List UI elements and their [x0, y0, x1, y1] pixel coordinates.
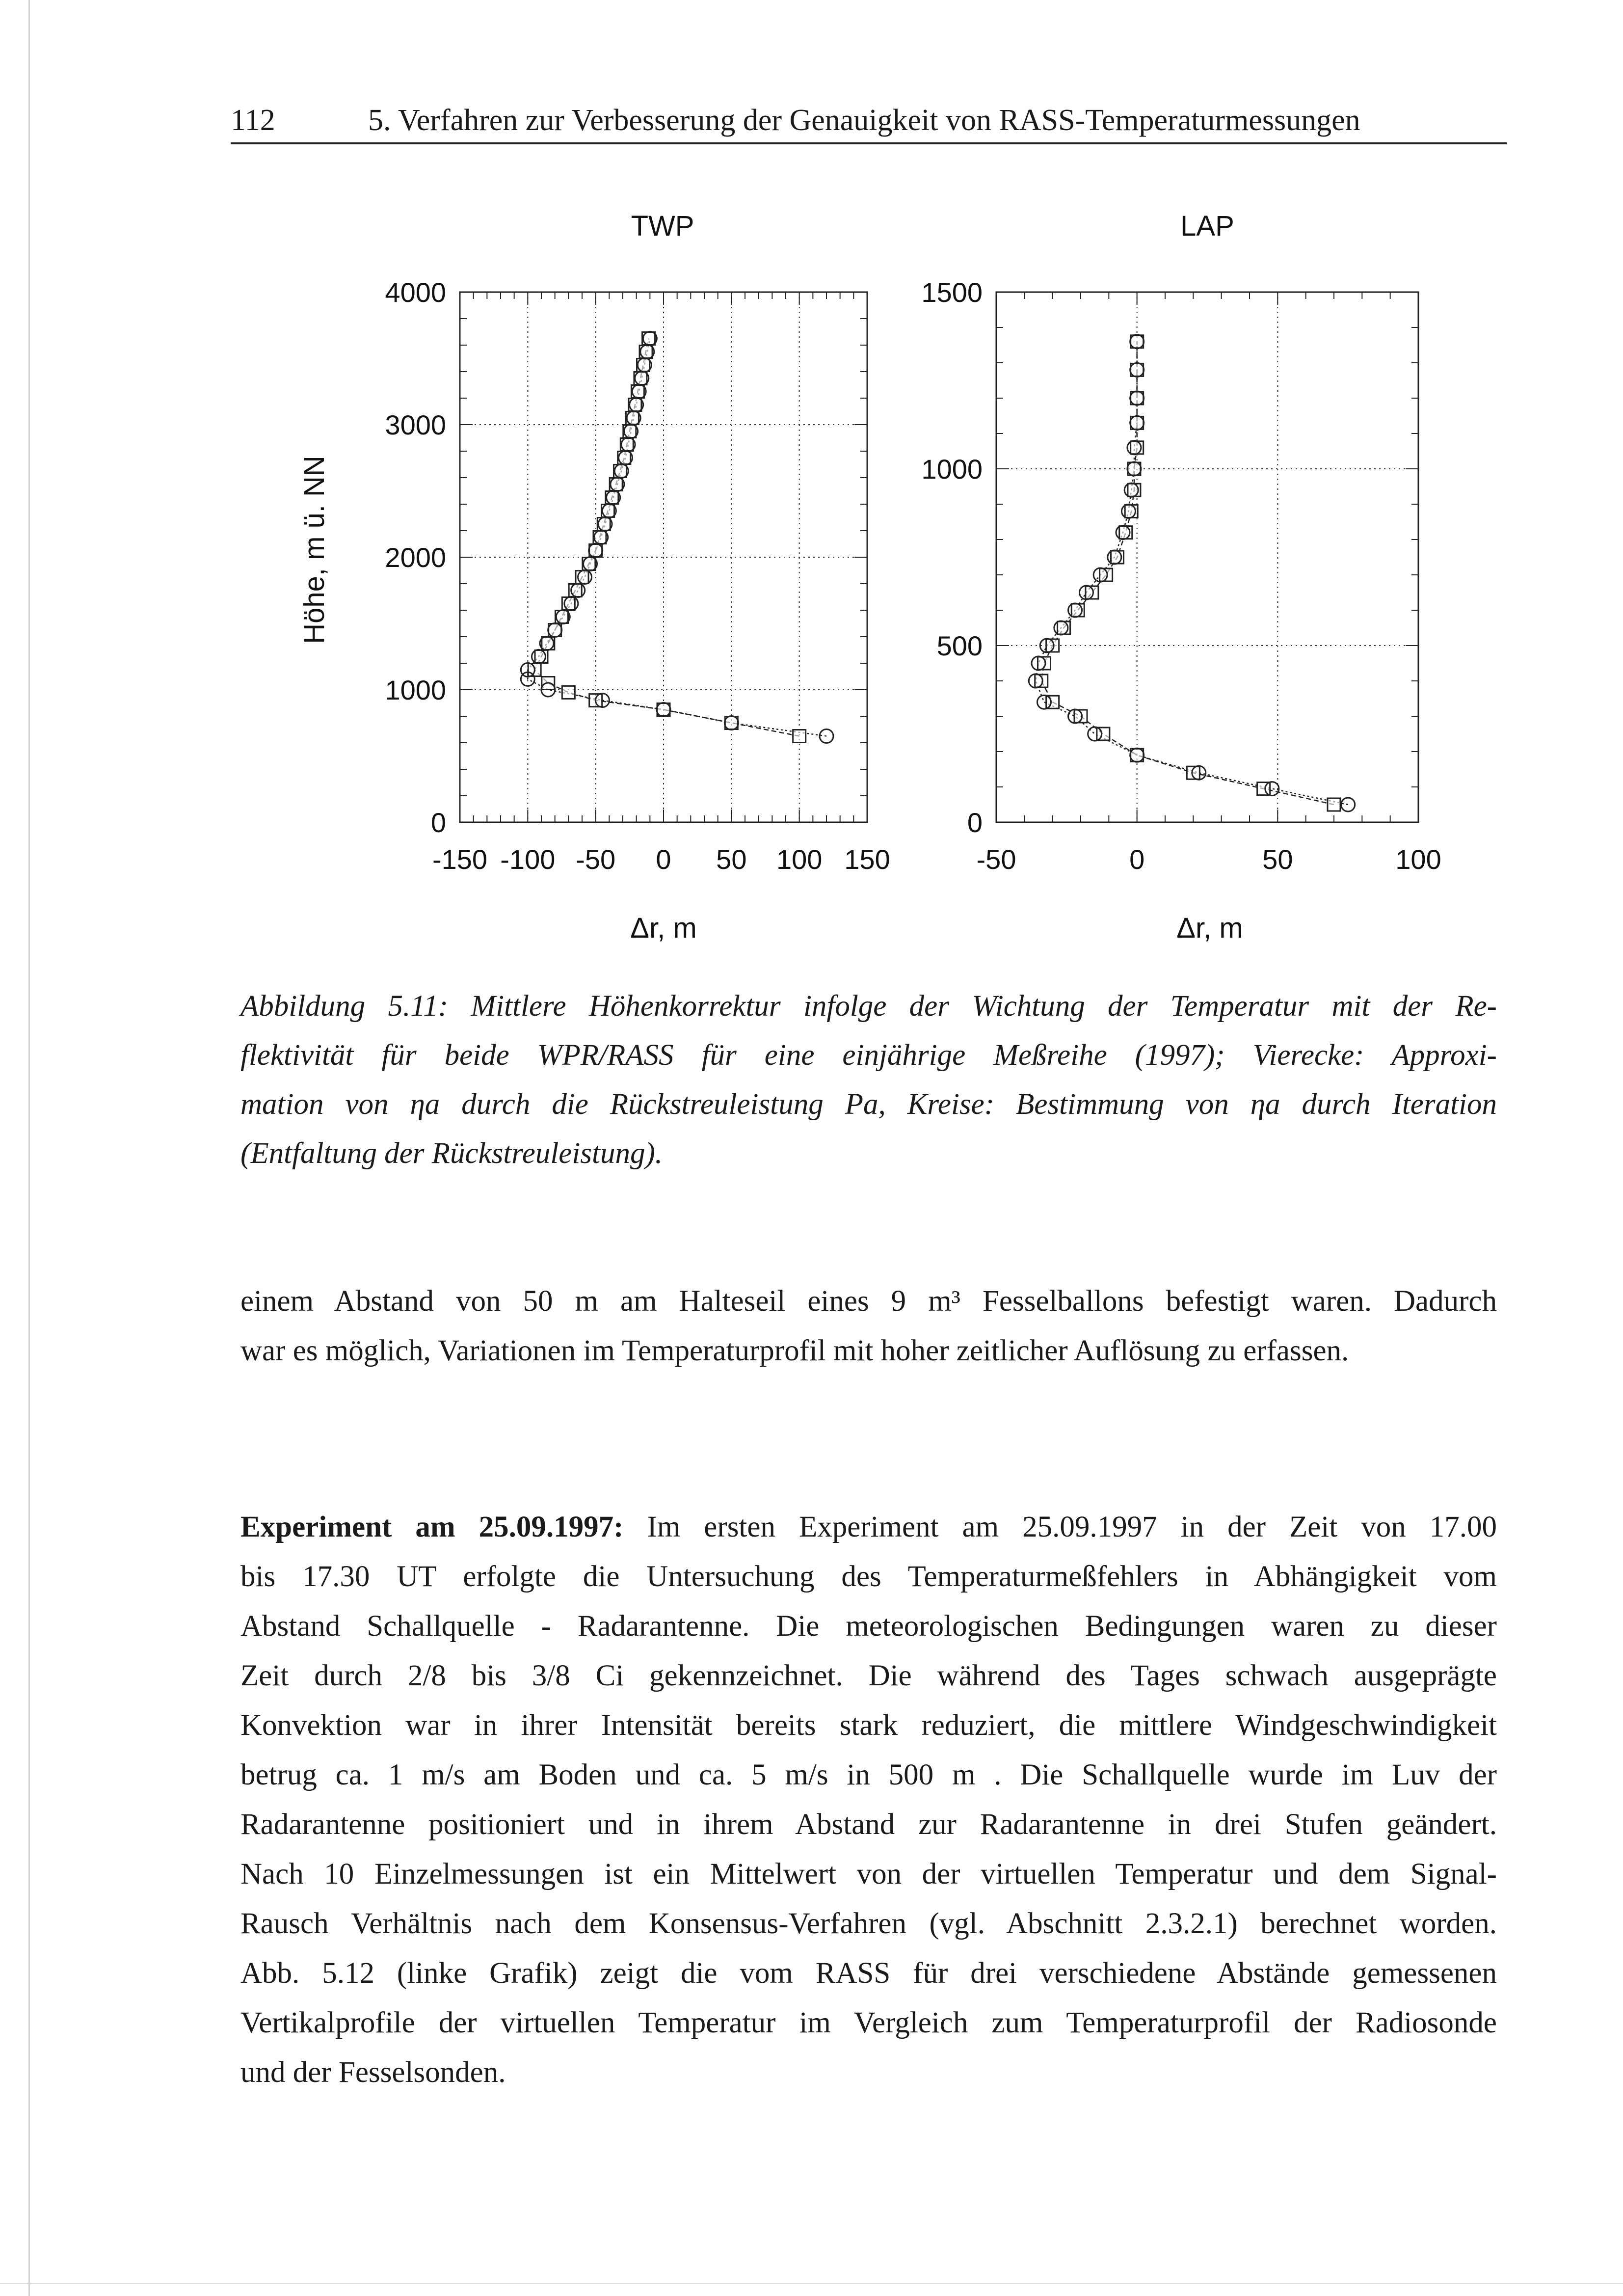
chart-lap-xlabel: Δr, m	[1176, 912, 1243, 944]
chart-twp	[385, 210, 890, 944]
chart-lap	[921, 210, 1441, 944]
figure-caption	[240, 982, 1497, 1178]
x-tick-label: -50	[576, 844, 616, 875]
caption-line: mation von ηa durch die Rückstreuleistung Pa, Kreise: Bestimmung von ηa durch Iteration	[240, 1088, 1497, 1121]
text-line	[240, 1502, 1497, 1552]
data-point-square	[1328, 798, 1340, 811]
experiment-heading: Experiment am 25.09.1997:	[240, 1511, 624, 1543]
chart-lap-grid	[996, 292, 1418, 822]
series-line	[528, 339, 826, 736]
chart-lap-series-lines	[1036, 342, 1348, 805]
x-tick-label: -100	[500, 844, 556, 875]
scan-edge-left	[28, 0, 30, 2296]
chart-lap-y-tick-labels	[921, 277, 983, 838]
figure-twp-lap	[275, 196, 1482, 972]
caption-line: flektivität für beide WPR/RASS für eine einjährige Meßreihe (1997); Vierecke: Approxi-	[240, 1039, 1497, 1072]
text-line: betrug ca. 1 m/s am Boden und ca. 5 m/s in 500 m . Die Schallquelle wurde im Luv der	[240, 1758, 1497, 1791]
x-tick-label: 150	[844, 844, 890, 875]
chapter-title: 5. Verfahren zur Verbesserung der Genauigkeit von RASS-Temperaturmessungen	[368, 104, 1360, 137]
chart-twp-series-lines	[528, 339, 826, 736]
chart-lap-frame	[996, 292, 1418, 822]
page-number: 112	[231, 104, 275, 137]
x-tick-label: 0	[1129, 844, 1145, 875]
y-tick-label: 2000	[385, 542, 446, 573]
y-tick-label: 4000	[385, 277, 446, 308]
x-tick-label: 100	[1395, 844, 1441, 875]
text-line: Konvektion war in ihrer Intensität bereits stark reduziert, die mittlere Windgeschwindigkeit	[240, 1709, 1497, 1742]
chart-twp-markers	[521, 332, 833, 743]
y-tick-label: 3000	[385, 409, 446, 440]
x-tick-label: -50	[976, 844, 1016, 875]
data-point-square	[1257, 783, 1270, 795]
text-line: bis 17.30 UT erfolgte die Untersuchung des Temperaturmeßfehlers in Abhängigkeit vom	[240, 1560, 1497, 1593]
text-line: und der Fesselsonden.	[240, 2056, 506, 2089]
x-tick-label: 100	[776, 844, 823, 875]
text-line: Nach 10 Einzelmessungen ist ein Mittelwert von der virtuellen Temperatur und dem Signal-	[240, 1858, 1497, 1891]
x-tick-label: 50	[716, 844, 747, 875]
chart-lap-title: LAP	[1180, 210, 1234, 242]
series-line	[1041, 342, 1334, 805]
y-tick-label: 1000	[921, 454, 983, 485]
text-line: einem Abstand von 50 m am Halteseil eines 9 m³ Fesselballons befestigt waren. Dadurch	[240, 1285, 1497, 1318]
chart-lap-ticks	[996, 292, 1418, 822]
x-tick-label: -150	[432, 844, 488, 875]
data-point-square	[1097, 728, 1110, 740]
paragraph-continuation	[240, 1276, 1497, 1376]
text-line: Abstand Schallquelle - Radarantenne. Die meteorologischen Bedingungen waren zu dieser	[240, 1610, 1497, 1643]
y-tick-label: 1500	[921, 277, 983, 308]
text-line: war es möglich, Variationen im Temperaturprofil mit hoher zeitlicher Auflösung zu erfassen.	[240, 1334, 1349, 1367]
chart-lap-markers	[1029, 335, 1355, 811]
text-line: Radarantenne positioniert und in ihrem Abstand zur Radarantenne in drei Stufen geändert.	[240, 1808, 1497, 1841]
header-rule	[231, 142, 1507, 144]
data-point-square	[793, 730, 806, 743]
x-tick-label: 0	[656, 844, 671, 875]
text-line: Abb. 5.12 (linke Grafik) zeigt die vom RASS für drei verschiedene Abstände gemessenen	[240, 1957, 1497, 1990]
x-tick-label: 50	[1262, 844, 1293, 875]
y-tick-label: 500	[936, 630, 983, 661]
chart-twp-xlabel: Δr, m	[630, 912, 697, 944]
experiment-first-line: Im ersten Experiment am 25.09.1997 in der Zeit von 17.00	[647, 1511, 1497, 1543]
data-point-square	[562, 686, 575, 699]
chart-twp-x-tick-labels	[432, 844, 890, 875]
y-tick-label: 0	[967, 807, 983, 838]
paragraph-experiment	[240, 1502, 1497, 2097]
caption-line: Abbildung 5.11: Mittlere Höhenkorrektur infolge der Wichtung der Temperatur mit der Re-	[240, 990, 1497, 1023]
chart-lap-x-tick-labels	[977, 844, 1441, 875]
chart-twp-y-tick-labels	[385, 277, 446, 838]
text-line: Rausch Verhältnis nach dem Konsensus-Verfahren (vgl. Abschnitt 2.3.2.1) berechnet worden.	[240, 1907, 1497, 1940]
text-line: Zeit durch 2/8 bis 3/8 Ci gekennzeichnet. Die während des Tages schwach ausgeprägte	[240, 1659, 1497, 1692]
figure-ylabel: Höhe, m ü. NN	[298, 456, 330, 644]
scan-edge-bottom	[0, 2283, 1623, 2284]
data-point-square	[1046, 696, 1059, 708]
y-tick-label: 1000	[385, 675, 446, 705]
caption-line: (Entfaltung der Rückstreuleistung).	[240, 1137, 663, 1170]
text-line: Vertikalprofile der virtuellen Temperatur im Vergleich zum Temperaturprofil der Radiosonde	[240, 2006, 1497, 2039]
y-tick-label: 0	[430, 807, 446, 838]
series-line	[534, 339, 799, 736]
chart-twp-title: TWP	[631, 210, 694, 242]
series-line	[1036, 342, 1348, 805]
running-head	[231, 101, 1507, 140]
